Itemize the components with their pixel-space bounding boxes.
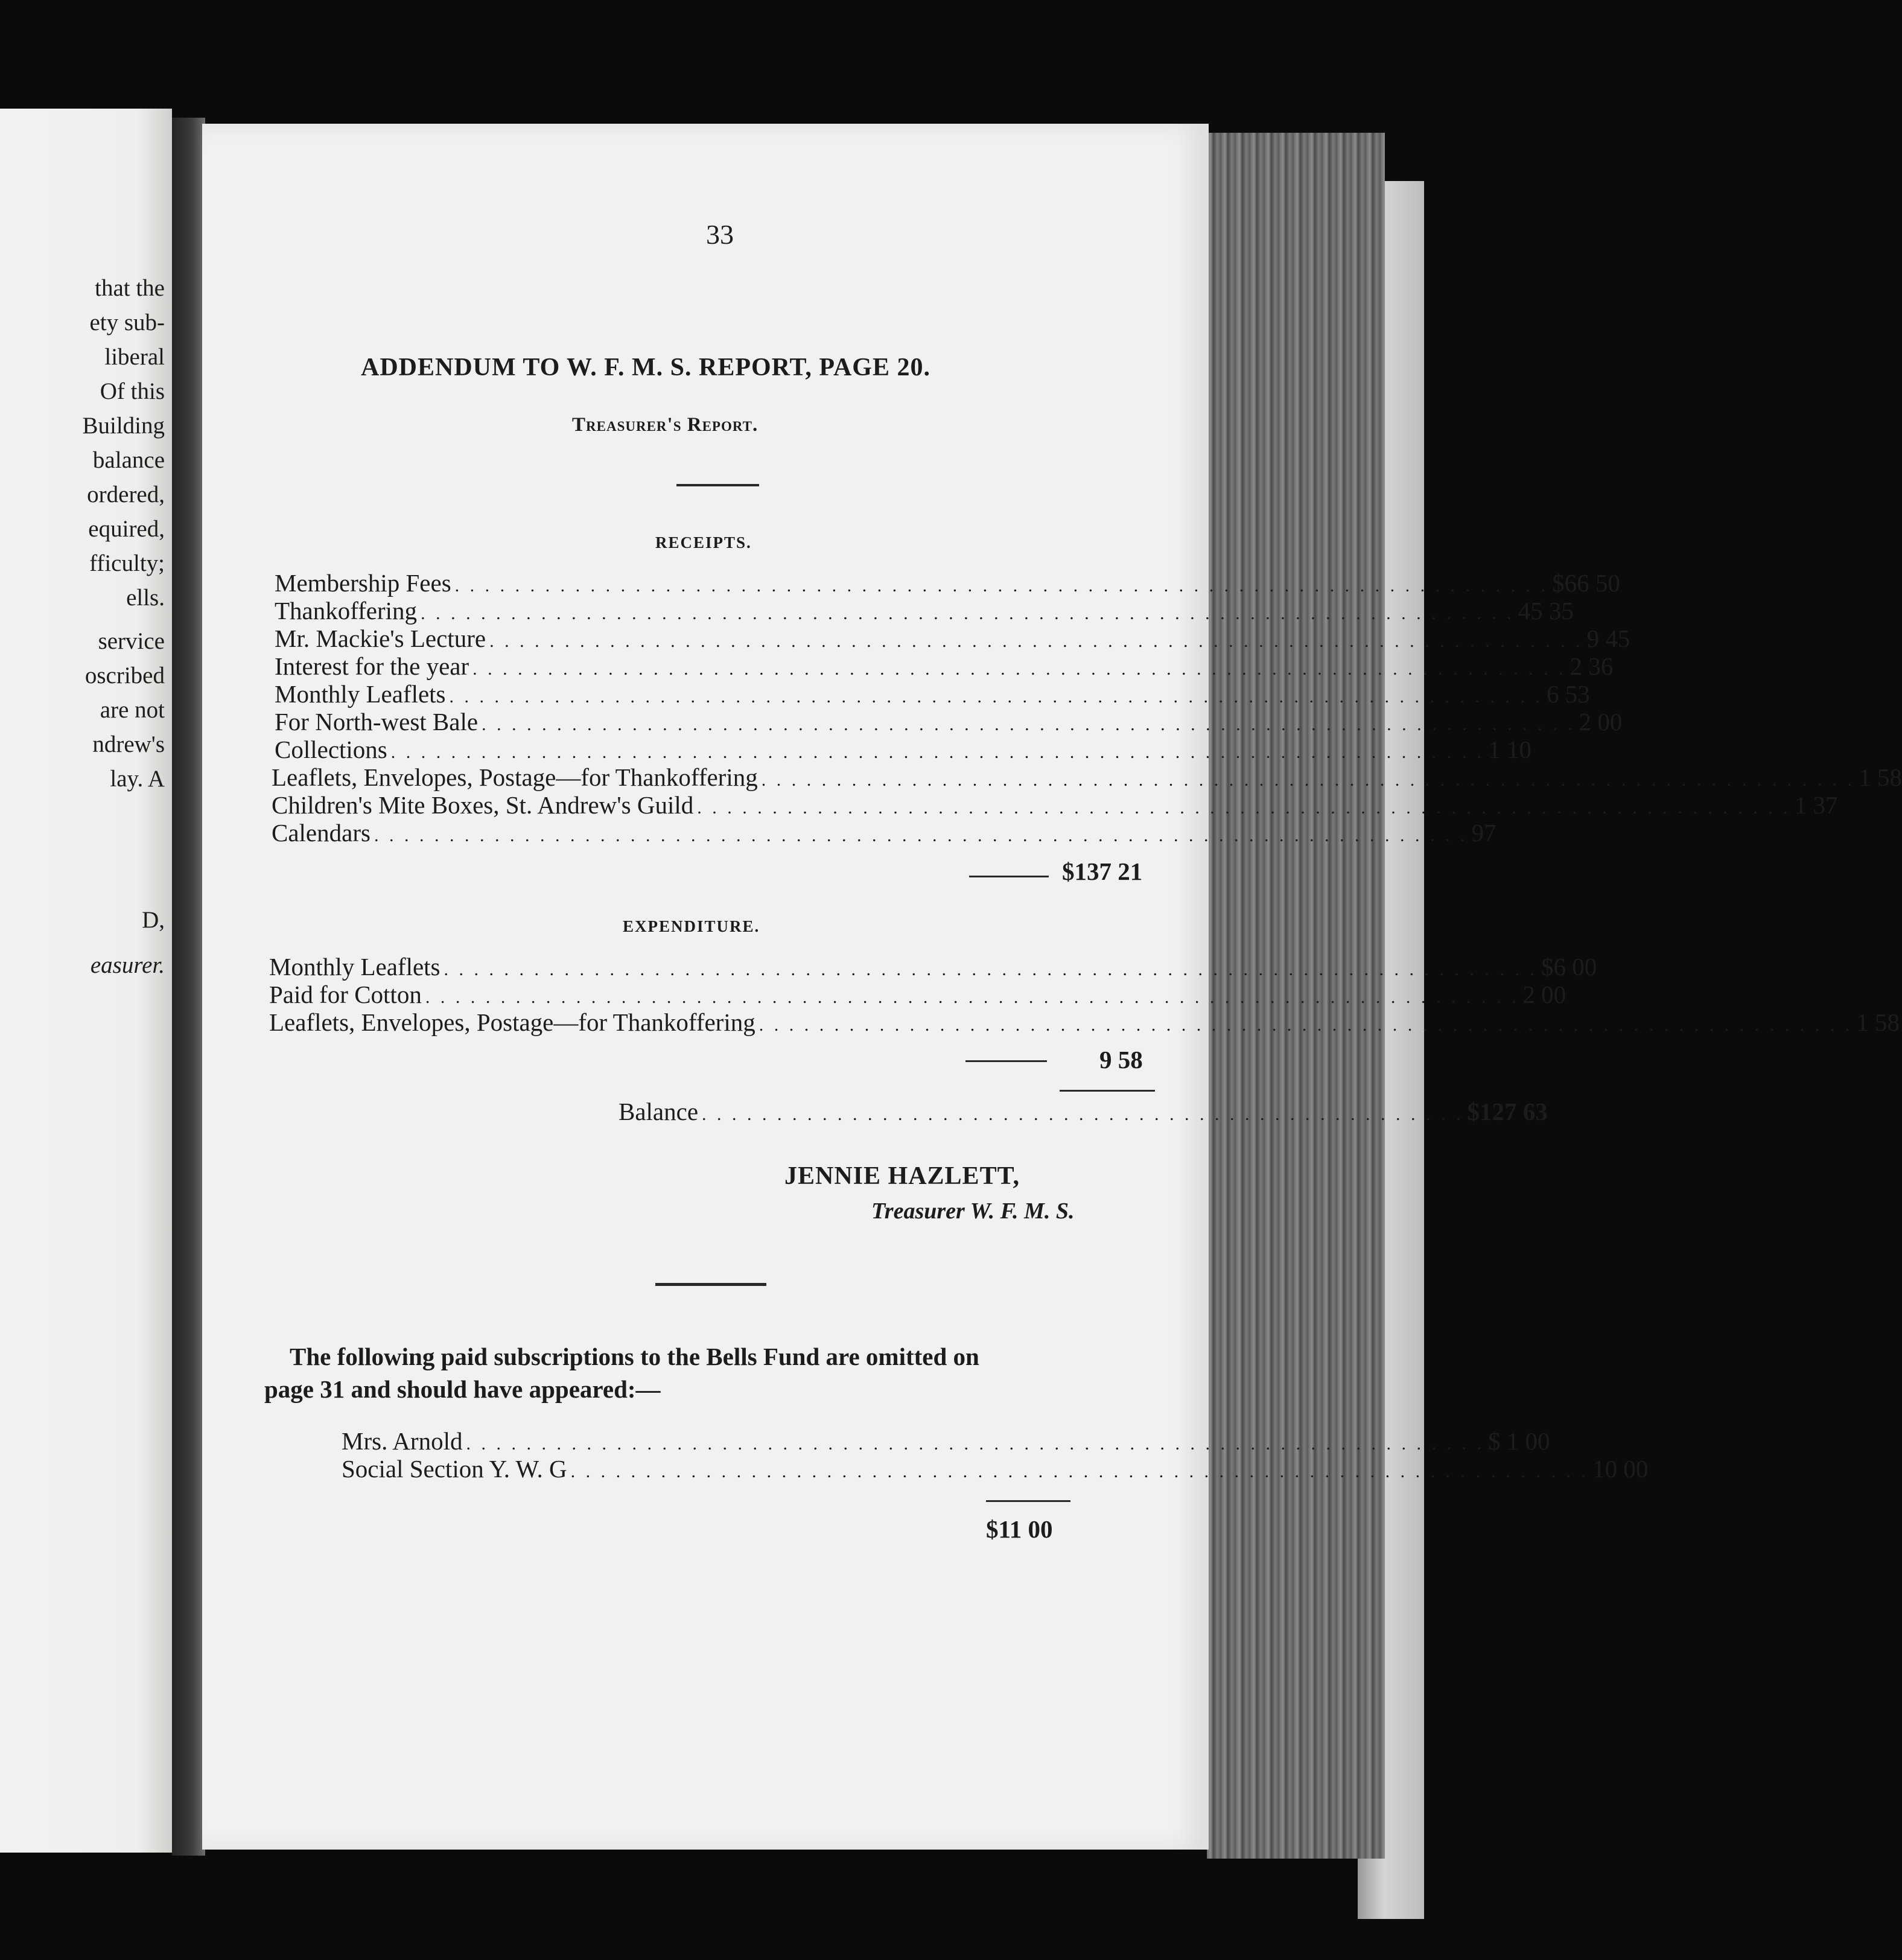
expenditure-amount: $6 00	[1541, 953, 1597, 981]
receipts-subtotal-rule	[969, 876, 1049, 877]
left-page-line: service	[98, 628, 165, 654]
dot-leader: . . . . . . . . . . . . . . . . . . . . . . . . . . . . . . . . . . . . . . . . . . . . . . . . . . .	[702, 1104, 1464, 1124]
dot-leader: . . . . . . . . . . . . . . . . . . . . . . . . . . . . . . . . . . . . . . . . . . . . . . . . . . . . . . . . . . . . . . . . . . . .	[570, 1462, 1589, 1481]
left-page-line: ordered,	[87, 482, 165, 508]
bells-fund-label: Social Section Y. W. G	[342, 1455, 567, 1483]
book-gutter	[172, 118, 205, 1856]
balance-amount: $127 63	[1467, 1098, 1548, 1125]
dot-leader: . . . . . . . . . . . . . . . . . . . . . . . . . . . . . . . . . . . . . . . . . . . . . . . . . . . . . . . . . . . . . . . . . . . . . . . . .	[454, 576, 1549, 596]
balance-row	[619, 1098, 1548, 1125]
section-divider	[676, 484, 759, 486]
bells-fund-intro-line-1: The following paid subscriptions to the Bells Fund are omitted on	[290, 1343, 979, 1370]
dot-leader: . . . . . . . . . . . . . . . . . . . . . . . . . . . . . . . . . . . . . . . . . . . . . . . . . . . . . . . . . . . . . . . . . . . . . . . . .	[482, 714, 1576, 734]
receipt-row	[275, 569, 1620, 597]
receipt-row	[275, 736, 1532, 763]
left-page-line: balance	[92, 447, 165, 473]
left-page-line: D,	[142, 907, 165, 933]
dot-leader: . . . . . . . . . . . . . . . . . . . . . . . . . . . . . . . . . . . . . . . . . . . . . . . . . . . . . . . . . . . . . . . . . . . . . . . . .	[390, 742, 1485, 762]
left-page-line: are not	[100, 697, 165, 723]
expenditure-total: 9 58	[1099, 1046, 1143, 1074]
expenditure-subtotal-rule	[965, 1060, 1047, 1062]
receipt-label: For North-west Bale	[275, 708, 479, 736]
addendum-heading: ADDENDUM TO W. F. M. S. REPORT, PAGE 20.	[361, 354, 930, 381]
bells-fund-label: Mrs. Arnold	[342, 1427, 463, 1455]
receipt-row	[275, 625, 1630, 652]
expenditure-amount: 1 58	[1856, 1008, 1900, 1036]
receipt-label: Monthly Leaflets	[275, 680, 446, 708]
expenditure-row	[269, 953, 1597, 981]
receipt-amount: 1 10	[1488, 736, 1532, 763]
receipt-label: Collections	[275, 736, 387, 763]
left-page-line: easurer.	[90, 952, 165, 978]
receipt-label: Interest for the year	[275, 652, 469, 680]
expenditure-label: Monthly Leaflets	[269, 953, 441, 981]
expenditure-label: Leaflets, Envelopes, Postage—for Thankoffering	[269, 1008, 755, 1036]
dot-leader: . . . . . . . . . . . . . . . . . . . . . . . . . . . . . . . . . . . . . . . . . . . . . . . . . . . . . . . . . . . . . . . . . . . . . . . . .	[425, 987, 1519, 1007]
bells-fund-intro-line-2: page 31 and should have appeared:—	[264, 1375, 661, 1403]
dot-leader: . . . . . . . . . . . . . . . . . . . . . . . . . . . . . . . . . . . . . . . . . . . . . . . . . . . . . . . . . . . . . . . . . . . . . . . . .	[374, 826, 1468, 845]
receipt-amount: 97	[1471, 819, 1496, 847]
dot-leader: . . . . . . . . . . . . . . . . . . . . . . . . . . . . . . . . . . . . . . . . . . . . . . . . . . . . . . . . . . . . . . . . . . . . . . . . .	[759, 1015, 1853, 1035]
receipt-row	[272, 791, 1838, 819]
signature-divider	[655, 1283, 766, 1286]
dot-leader: . . . . . . . . . . . . . . . . . . . . . . . . . . . . . . . . . . . . . . . . . . . . . . . . . . . . . . . . . . . . . . . . . . . . . . . . .	[489, 631, 1583, 651]
receipt-label: Thankoffering	[275, 597, 418, 625]
balance-label: Balance	[619, 1098, 699, 1125]
expenditure-label: Paid for Cotton	[269, 981, 422, 1008]
dot-leader: . . . . . . . . . . . . . . . . . . . . . . . . . . . . . . . . . . . . . . . . . . . . . . . . . . . . . . . . . . . . . . . . . . . .	[466, 1434, 1484, 1454]
expenditure-amount: 2 00	[1522, 981, 1566, 1008]
page-number: 33	[706, 219, 734, 250]
left-page-line: ety sub-	[89, 310, 165, 336]
receipt-row	[272, 763, 1902, 791]
receipt-amount: 2 00	[1579, 708, 1623, 736]
receipt-label: Mr. Mackie's Lecture	[275, 625, 486, 652]
left-page-line: lay. A	[110, 766, 165, 792]
bells-fund-amount: $ 1 00	[1487, 1427, 1550, 1455]
receipt-label: Membership Fees	[275, 569, 451, 597]
receipt-row	[275, 680, 1590, 708]
expenditure-row	[269, 1008, 1900, 1036]
receipt-amount: 45 35	[1518, 597, 1574, 625]
signature-name: JENNIE HAZLETT,	[784, 1162, 1020, 1190]
receipt-label: Leaflets, Envelopes, Postage—for Thankoffering	[272, 763, 758, 791]
receipt-row	[275, 708, 1623, 736]
left-page-line: fficulty;	[89, 550, 165, 576]
dot-leader: . . . . . . . . . . . . . . . . . . . . . . . . . . . . . . . . . . . . . . . . . . . . . . . . . . . . . . . . . . . . . . . . . . . . . . . . .	[697, 798, 1791, 818]
left-page-line: equired,	[88, 516, 165, 542]
receipt-row	[272, 819, 1496, 847]
receipt-amount: 1 37	[1794, 791, 1838, 819]
bells-fund-row	[342, 1455, 1649, 1483]
dot-leader: . . . . . . . . . . . . . . . . . . . . . . . . . . . . . . . . . . . . . . . . . . . . . . . . . . . . . . . . . . . . . . . . . . . . . . . . .	[421, 603, 1515, 623]
receipt-amount: $66 50	[1552, 569, 1620, 597]
receipts-title: RECEIPTS.	[655, 533, 752, 552]
left-page-line: ndrew's	[92, 731, 165, 757]
dot-leader: . . . . . . . . . . . . . . . . . . . . . . . . . . . . . . . . . . . . . . . . . . . . . . . . . . . . . . . . . . . . . . . . . . . . . . . . .	[472, 659, 1566, 679]
bells-fund-row	[342, 1427, 1550, 1455]
left-page-line: Building	[82, 413, 165, 439]
receipt-amount: 6 53	[1547, 680, 1590, 708]
signature-title: Treasurer W. F. M. S.	[871, 1198, 1075, 1224]
expenditure-title: EXPENDITURE.	[623, 917, 760, 935]
receipt-amount: 9 45	[1586, 625, 1630, 652]
receipts-total: $137 21	[1062, 858, 1143, 885]
receipt-amount: 2 36	[1570, 652, 1614, 680]
receipt-label: Calendars	[272, 819, 371, 847]
receipt-amount: 1 58	[1859, 763, 1902, 791]
bells-fund-total-rule	[986, 1500, 1070, 1502]
bells-fund-total: $11 00	[986, 1515, 1053, 1543]
receipt-row	[275, 652, 1614, 680]
balance-rule	[1060, 1090, 1155, 1092]
treasurers-report-subheading: Treasurer's Report.	[572, 414, 759, 436]
adjacent-left-page	[0, 109, 172, 1853]
receipt-label: Children's Mite Boxes, St. Andrew's Guild	[272, 791, 694, 819]
dot-leader: . . . . . . . . . . . . . . . . . . . . . . . . . . . . . . . . . . . . . . . . . . . . . . . . . . . . . . . . . . . . . . . . . . . . . . . . .	[449, 687, 1544, 707]
left-page-line: Of this	[100, 378, 165, 404]
left-page-line: that the	[95, 275, 165, 301]
expenditure-row	[269, 981, 1566, 1008]
left-page-line: ells.	[126, 585, 165, 611]
receipt-row	[275, 597, 1574, 625]
dot-leader: . . . . . . . . . . . . . . . . . . . . . . . . . . . . . . . . . . . . . . . . . . . . . . . . . . . . . . . . . . . . . . . . . . . . . . . . .	[761, 770, 1856, 790]
left-page-line: oscribed	[84, 663, 165, 689]
left-page-line: liberal	[104, 344, 165, 370]
bells-fund-amount: 10 00	[1592, 1455, 1649, 1483]
dot-leader: . . . . . . . . . . . . . . . . . . . . . . . . . . . . . . . . . . . . . . . . . . . . . . . . . . . . . . . . . . . . . . . . . . . . . . . . .	[444, 959, 1538, 979]
